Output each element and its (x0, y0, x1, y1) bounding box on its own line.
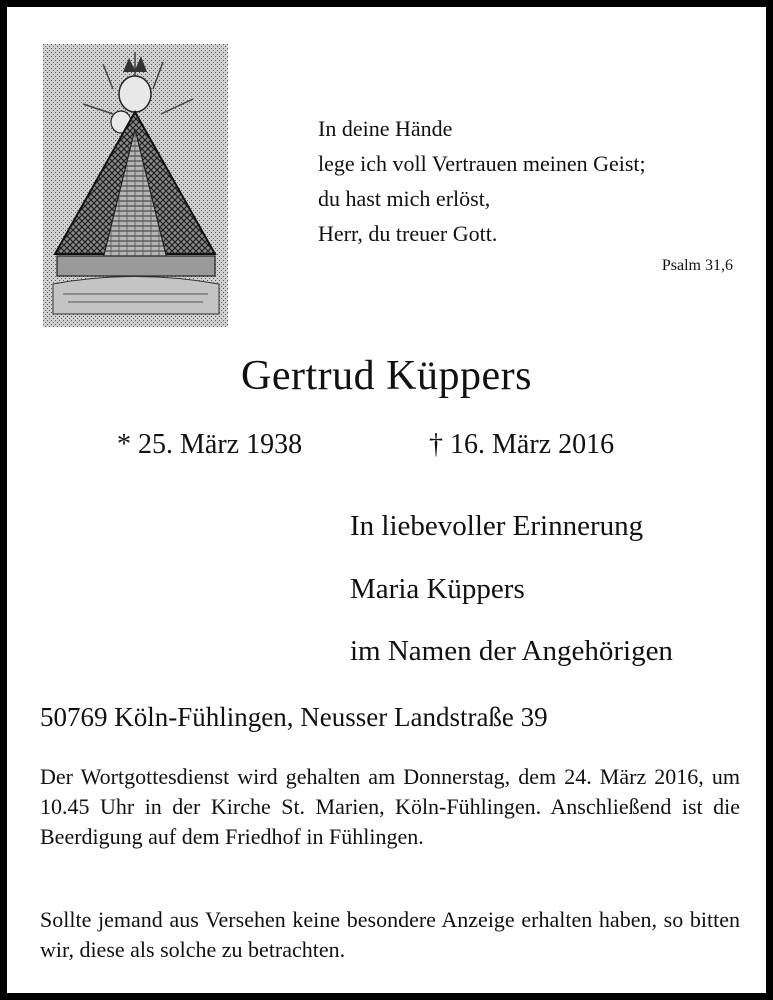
verse-line: lege ich voll Vertrauen meinen Geist; (318, 151, 646, 176)
birth-date: * 25. März 1938 (117, 429, 303, 460)
madonna-picture (43, 44, 228, 327)
signer-name: Maria Küppers (350, 573, 525, 605)
verse-line: Herr, du treuer Gott. (318, 221, 498, 246)
madonna-illustration (43, 44, 228, 327)
service-notice: Der Wortgottesdienst wird gehalten am Donnerstag, dem 24. März 2016, um 10.45 Uhr in der Kirche St. Marien, Köln-Fühlingen. Anschließend ist die Beerdigung auf dem Friedhof in Fühlingen. (40, 764, 740, 849)
verse-line: In deine Hände (318, 116, 453, 141)
address: 50769 Köln-Fühlingen, Neusser Landstraße 39 (40, 702, 548, 732)
memory-line: In liebevoller Erinnerung (350, 510, 644, 542)
deceased-name: Gertrud Küppers (241, 353, 532, 399)
verse-source: Psalm 31,6 (661, 257, 733, 274)
verse-line: du hast mich erlöst, (318, 186, 491, 211)
behalf-line: im Namen der Angehörigen (350, 635, 673, 667)
apology-notice: Sollte jemand aus Versehen keine besondere Anzeige erhalten haben, so bitten wir, diese als solche zu betrachten. (40, 907, 740, 962)
death-date: † 16. März 2016 (429, 429, 615, 460)
bible-verse (318, 111, 758, 251)
